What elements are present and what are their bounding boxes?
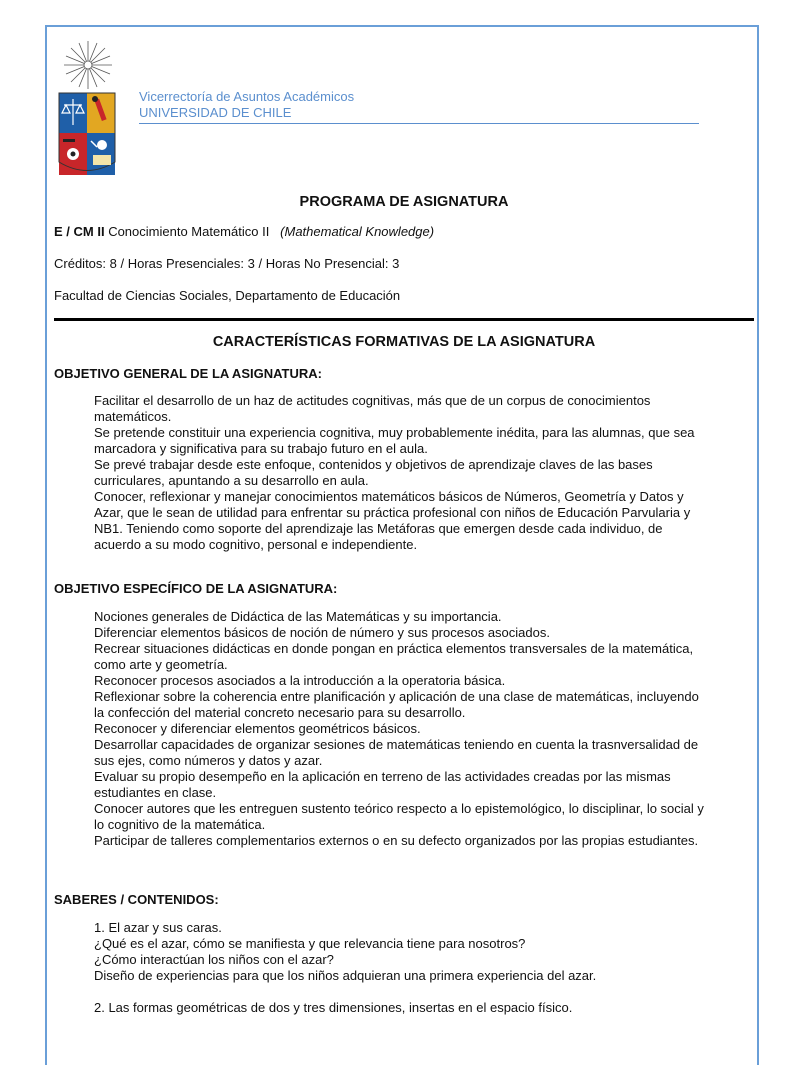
text-line: como arte y geometría.	[94, 657, 228, 672]
text-line: la confección del material concreto necesario para su desarrollo.	[94, 705, 466, 720]
text-line: estudiantes en clase.	[94, 785, 217, 800]
text-line: matemáticos.	[94, 409, 172, 424]
text-line: Conocer, reflexionar y manejar conocimientos matemáticos básicos de Números, Geometría y Datos y	[94, 489, 684, 504]
text-line: Facilitar el desarrollo de un haz de actitudes cognitivas, más que de un corpus de conocimientos	[94, 393, 651, 408]
text-line: 2. Las formas geométricas de dos y tres dimensiones, insertas en el espacio físico.	[94, 1000, 573, 1015]
faculty-line: Facultad de Ciencias Sociales, Departamento de Educación	[54, 288, 401, 303]
course-code: E / CM II	[54, 224, 105, 239]
specific-objective-heading: OBJETIVO ESPECÍFICO DE LA ASIGNATURA:	[54, 581, 338, 596]
institution-header	[139, 89, 699, 124]
text-line: NB1. Teniendo como soporte del aprendizaje las Metáforas que emergen desde cada individuo, de	[94, 521, 663, 536]
text-line: Conocer autores que les entreguen sustento teórico respecto a lo epistemológico, lo disciplinar, lo social y	[94, 801, 704, 816]
text-line: 1. El azar y sus caras.	[94, 920, 222, 935]
text-line: acuerdo a su modo cognitivo, personal e independiente.	[94, 537, 418, 552]
contents-heading: SABERES / CONTENIDOS:	[54, 892, 219, 907]
text-line: Reconocer y diferenciar elementos geométricos básicos.	[94, 721, 421, 736]
credits-line: Créditos: 8 / Horas Presenciales: 3 / Horas No Presencial: 3	[54, 256, 400, 271]
section-divider	[54, 318, 754, 321]
text-line: Diferenciar elementos básicos de noción de número y sus procesos asociados.	[94, 625, 550, 640]
text-line: Reflexionar sobre la coherencia entre planificación y aplicación de una clase de matemáticas, incluyendo	[94, 689, 699, 704]
text-line: Reconocer procesos asociados a la introducción a la operatoria básica.	[94, 673, 506, 688]
general-objective-heading: OBJETIVO GENERAL DE LA ASIGNATURA:	[54, 366, 322, 381]
institution-line-2: UNIVERSIDAD DE CHILE	[139, 105, 292, 120]
contents-text	[94, 920, 724, 1016]
program-title: PROGRAMA DE ASIGNATURA	[299, 194, 509, 210]
text-line: Se prevé trabajar desde este enfoque, contenidos y objetivos de aprendizaje claves de las bases	[94, 457, 653, 472]
text-line: ¿Cómo interactúan los niños con el azar?	[94, 952, 334, 967]
text-line: Nociones generales de Didáctica de las Matemáticas y su importancia.	[94, 609, 502, 624]
characteristics-title: CARACTERÍSTICAS FORMATIVAS DE LA ASIGNATURA	[212, 334, 596, 350]
text-line: Se pretende constituir una experiencia cognitiva, muy probablemente inédita, para las alumnas, que sea	[94, 425, 695, 440]
course-english-name: (Mathematical Knowledge)	[280, 224, 435, 239]
institution-rule	[139, 123, 699, 124]
text-line: Evaluar su propio desempeño en la aplicación en terreno de las actividades creadas por las mismas	[94, 769, 671, 784]
text-line: Diseño de experiencias para que los niños adquieran una primera experiencia del azar.	[94, 968, 597, 983]
text-line: lo cognitivo de la matemática.	[94, 817, 266, 832]
course-name: Conocimiento Matemático II	[108, 224, 270, 239]
text-line: ¿Qué es el azar, cómo se manifiesta y que relevancia tiene para nosotros?	[94, 936, 526, 951]
specific-objective-text	[94, 609, 724, 849]
course-line	[54, 224, 434, 239]
text-line: marcadora y significativa para su trabajo futuro en el aula.	[94, 441, 428, 456]
text-line: sus ejes, como números y datos y azar.	[94, 753, 323, 768]
text-line	[94, 984, 724, 1000]
university-crest-icon	[57, 37, 119, 177]
text-line: Desarrollar capacidades de organizar sesiones de matemáticas teniendo en cuenta la trasnversalidad de	[94, 737, 699, 752]
institution-line-1: Vicerrectoría de Asuntos Académicos	[139, 89, 355, 104]
text-line: curriculares, apuntando a su desarrollo en aula.	[94, 473, 369, 488]
text-line: Azar, que le sean de utilidad para enfrentar su práctica profesional con niños de Educación Parvularia y	[94, 505, 691, 520]
text-line: Recrear situaciones didácticas en donde pongan en práctica elementos transversales de la matemática,	[94, 641, 694, 656]
general-objective-text	[94, 393, 724, 553]
text-line: Participar de talleres complementarios externos o en su defecto organizados por las propias estudiantes.	[94, 833, 699, 848]
